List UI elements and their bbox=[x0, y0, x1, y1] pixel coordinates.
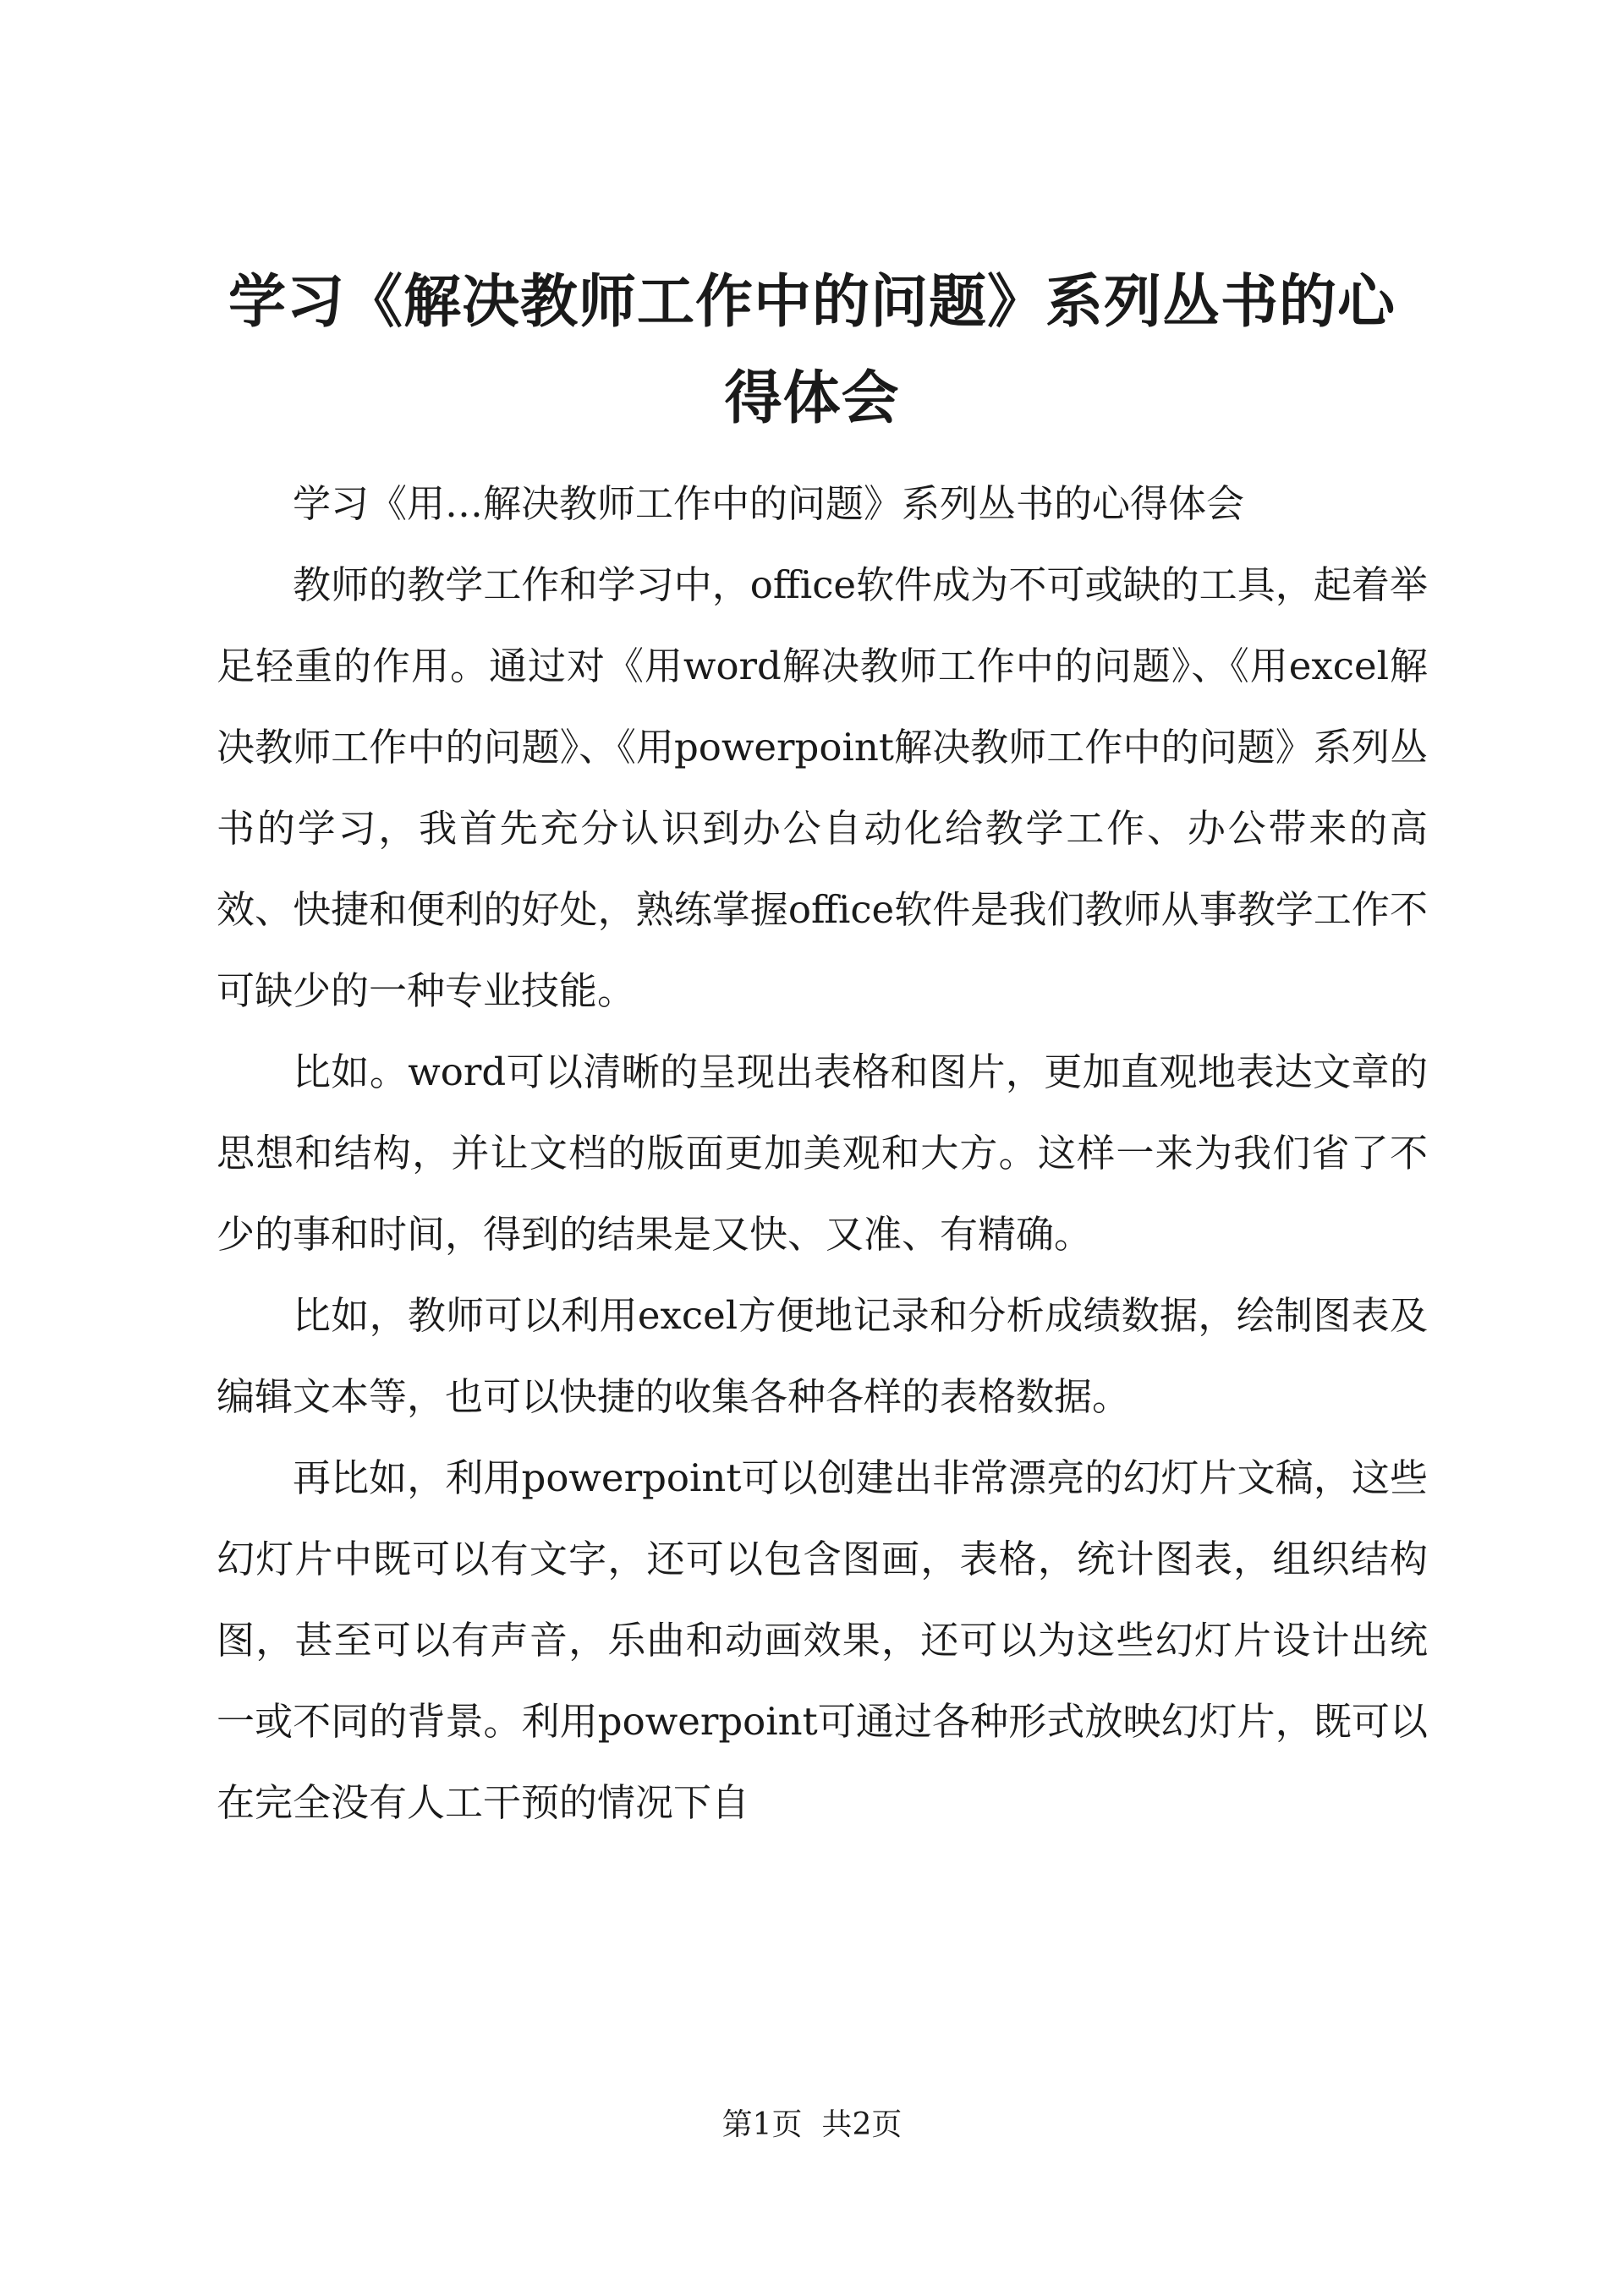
subtitle-paragraph: 学习《用…解决教师工作中的问题》系列丛书的心得体会 bbox=[293, 481, 1245, 526]
paragraph: 比如，教师可以利用excel方便地记录和分析成绩数据，绘制图表及编辑文本等，也可以快捷的收集各种各样的表格数据。 bbox=[217, 1293, 1428, 1419]
page-prefix: 第 bbox=[721, 2107, 753, 2142]
page-number: 1 bbox=[752, 2107, 772, 2142]
page-total: 2 bbox=[852, 2107, 872, 2142]
document-body bbox=[217, 463, 1428, 1844]
page-footer bbox=[0, 2104, 1624, 2146]
paragraph: 再比如，利用powerpoint可以创建出非常漂亮的幻灯片文稿，这些幻灯片中既可以有文字，还可以包含图画，表格，统计图表，组织结构图，甚至可以有声音，乐曲和动画效果，还可以为这些幻灯片设计出统一或不同的背景。利用powerpoint可通过各种形式放映幻灯片，既可以在完全没有人工干预的情况下自 bbox=[217, 1455, 1428, 1825]
document-title: 学习《解决教师工作中的问题》系列丛书的心得体会 bbox=[228, 268, 1396, 432]
page-suffix: 页 bbox=[871, 2107, 903, 2142]
paragraph: 比如。word可以清晰的呈现出表格和图片，更加直观地表达文章的思想和结构，并让文档的版面更加美观和大方。这样一来为我们省了不少的事和时间，得到的结果是又快、又准、有精确。 bbox=[217, 1049, 1428, 1257]
paragraph: 教师的教学工作和学习中，office软件成为不可或缺的工具，起着举足轻重的作用。通过对《用word解决教师工作中的问题》、《用excel解决教师工作中的问题》、《用powerpoint解决教师工作中的问题》系列丛书的学习，我首先充分认识到办公自动化给教学工作、办公带来的高效、快捷和便利的好处，熟练掌握office软件是我们教师从事教学工作不可缺少的一种专业技能。 bbox=[217, 562, 1428, 1013]
page-mid: 页 共 bbox=[771, 2107, 853, 2142]
